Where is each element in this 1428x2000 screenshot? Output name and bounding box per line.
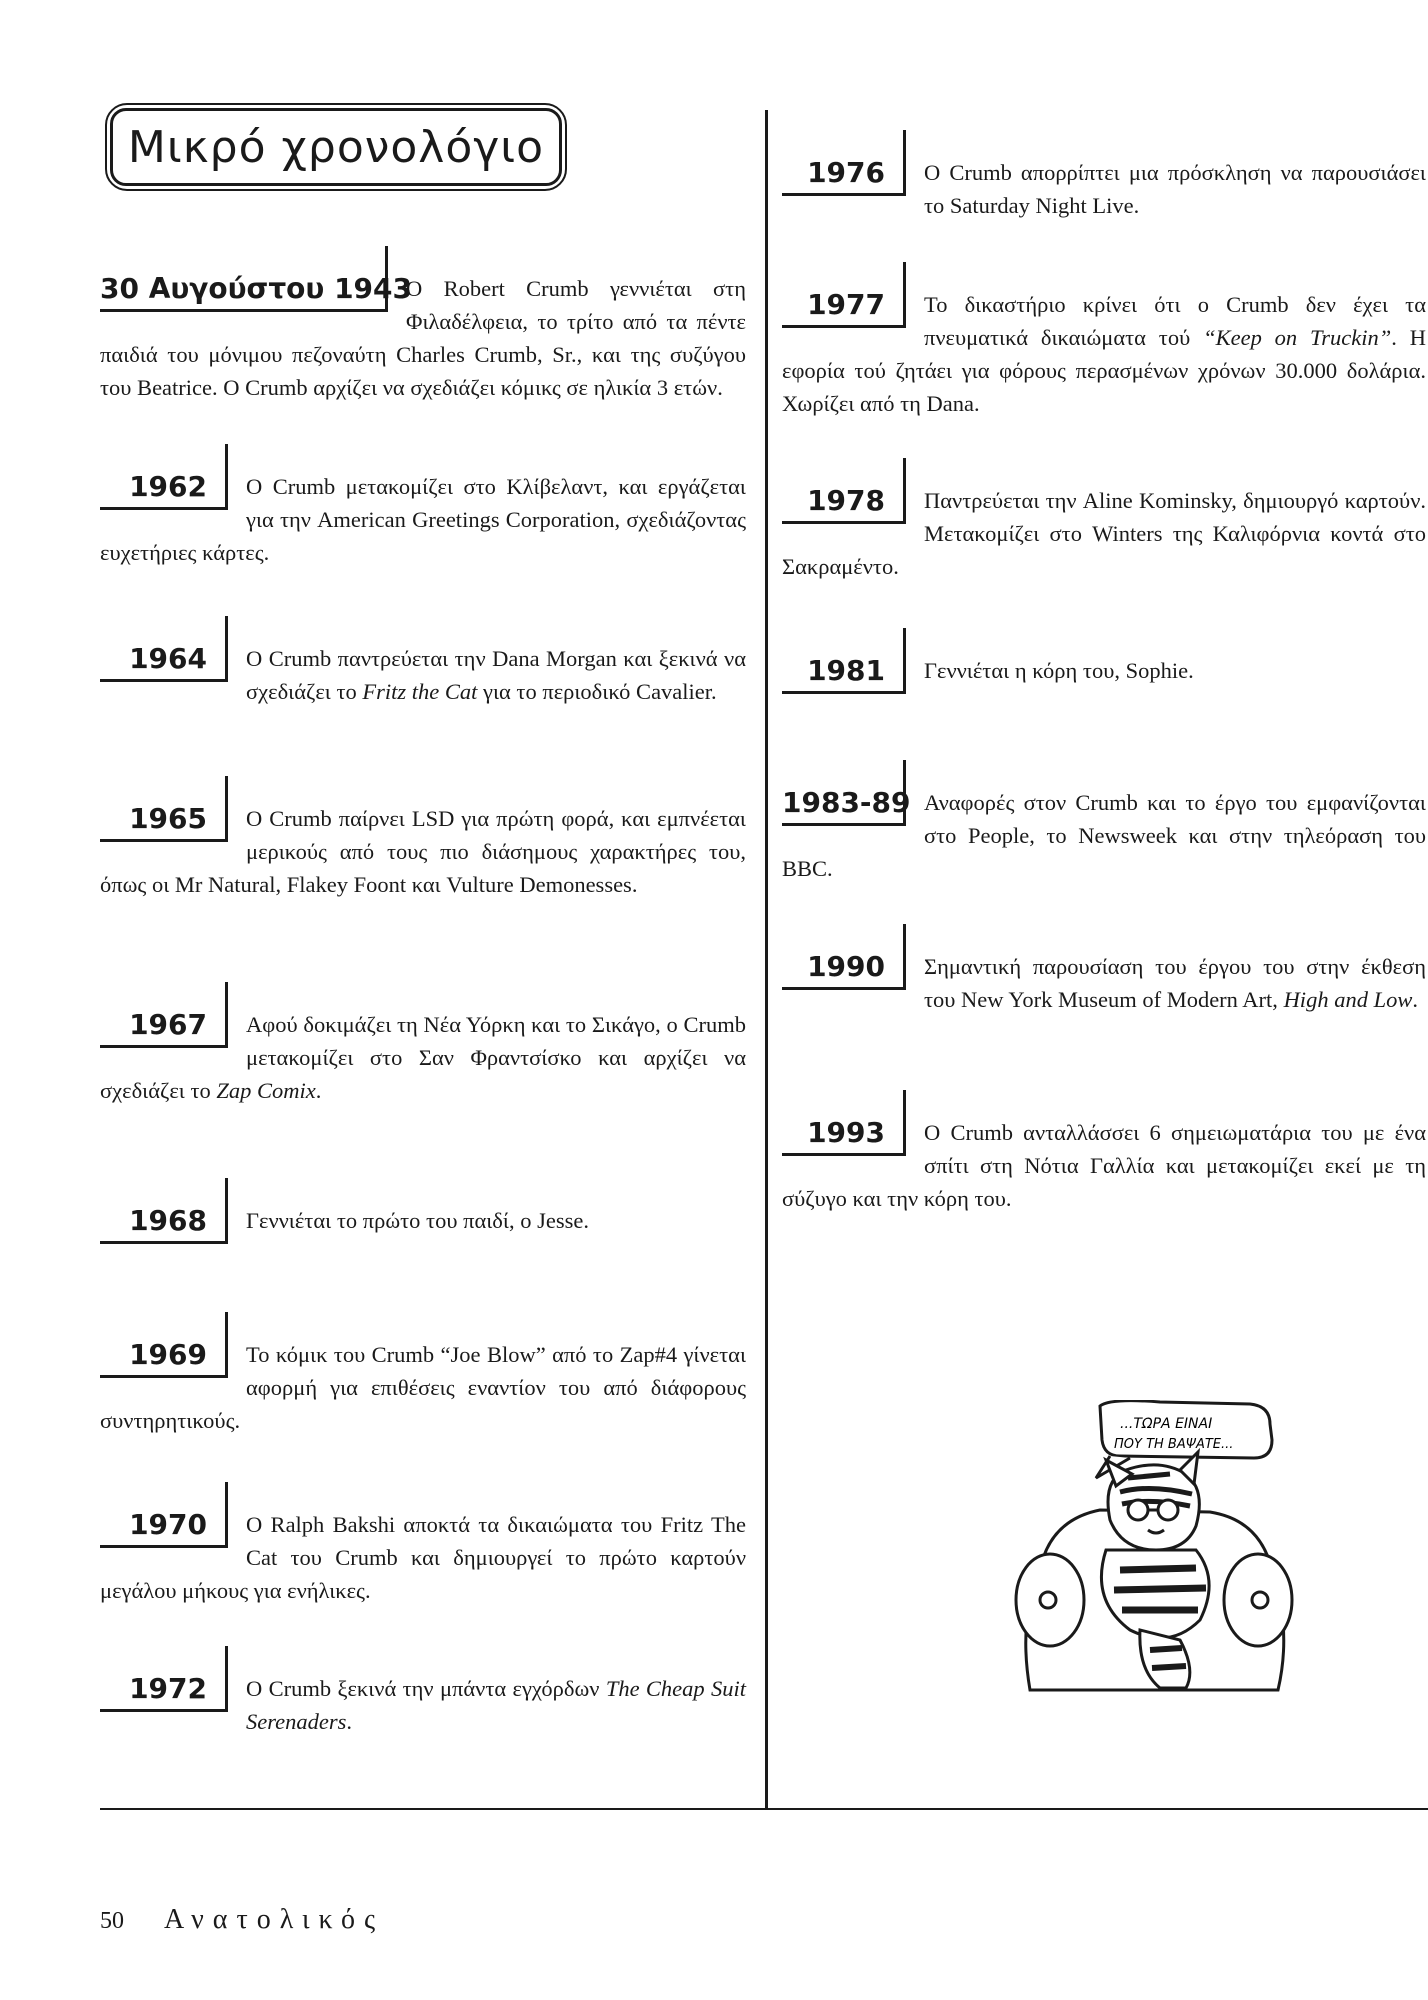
year-box xyxy=(100,776,228,842)
entry-year: 1964 xyxy=(129,642,207,675)
page-number: 50 xyxy=(100,1908,124,1934)
section-title-box xyxy=(110,108,562,186)
entry-year: 1993 xyxy=(807,1116,885,1149)
entry-text: Ο Crumb παντρεύεται την Dana Morgan και ξεκινά να σχεδιάζει το Fritz the Cat για το περιοδικό Cavalier. xyxy=(246,646,746,704)
timeline-entry xyxy=(782,288,1426,420)
speech-line-1: ...ΤΩΡΑ ΕΙΝΑΙ xyxy=(1120,1416,1213,1432)
entry-text: Ο Crumb μετακομίζει στο Κλίβελαντ, και εργάζεται για την American Greetings Corporation, σχεδιάζοντας ευχετήριες κάρτες. xyxy=(100,474,746,565)
entry-text: Ο Crumb απορρίπτει μια πρόσκληση να παρουσιάσει το Saturday Night Live. xyxy=(924,160,1426,218)
entry-year: 1976 xyxy=(807,156,885,189)
year-box xyxy=(782,130,906,196)
entry-year: 1962 xyxy=(129,470,207,503)
entry-text: Αφού δοκιμάζει τη Νέα Υόρκη και το Σικάγο, ο Crumb μετακομίζει στο Σαν Φραντσίσκο και αρχίζει να σχεδιάζει το Zap Comix. xyxy=(100,1012,746,1103)
entry-text: Ο Ralph Bakshi αποκτά τα δικαιώματα του Fritz The Cat του Crumb και δημιουργεί το πρώτο καρτούν μεγάλου μήκους για ενήλικες. xyxy=(100,1512,746,1603)
year-box xyxy=(782,458,906,524)
entry-text: Ο Crumb ανταλλάσσει 6 σημειωματάρια του με ένα σπίτι στη Νότια Γαλλία και μετακομίζει εκεί με τη σύζυγο και την κόρη του. xyxy=(782,1120,1426,1211)
timeline-entry xyxy=(100,642,746,708)
entry-text: Ο Crumb ξεκινά την μπάντα εγχόρδων The Cheap Suit Serenaders. xyxy=(246,1676,747,1734)
entry-year: 1968 xyxy=(129,1204,207,1237)
timeline-entry xyxy=(100,272,746,404)
entry-text: Το δικαστήριο κρίνει ότι ο Crumb δεν έχει τα πνευματικά δικαιώματα τού “Keep on Truckin”. Η εφορία τού ζητάει για φόρους περασμένων χρόνων 30.000 δολάρια. Χωρίζει από τη Dana. xyxy=(782,292,1427,416)
year-box xyxy=(100,1482,228,1548)
speech-line-2: ΠΟΥ ΤΗ ΒΑΨΑΤΕ... xyxy=(1114,1437,1234,1452)
entry-text: Το κόμικ του Crumb “Joe Blow” από το Zap#4 γίνεται αφορμή για επιθέσεις εναντίον του από διάφορους συντηρητικούς. xyxy=(100,1342,746,1433)
timeline-entry xyxy=(782,786,1426,885)
year-box xyxy=(100,444,228,510)
year-box xyxy=(100,246,413,312)
entry-year: 1965 xyxy=(129,802,207,835)
year-box xyxy=(100,1646,228,1712)
entry-year: 1978 xyxy=(807,484,885,517)
entry-year: 30 Αυγούστου 1943 xyxy=(100,272,413,305)
timeline-entry xyxy=(782,484,1426,583)
timeline-entry xyxy=(100,802,746,901)
bottom-rule xyxy=(100,1808,1428,1810)
year-box xyxy=(782,760,911,826)
entry-text: Ο Robert Crumb γεννιέται στη Φιλαδέλφεια, το τρίτο από τα πέντε παιδιά του μόνιμου πεζοναύτη Charles Crumb, Sr., και της συζύγου του Beatrice. Ο Crumb αρχίζει να σχεδιάζει κόμικς σε ηλικία 3 ετών. xyxy=(100,276,746,400)
year-box xyxy=(782,924,906,990)
timeline-entry xyxy=(782,1116,1426,1215)
year-box xyxy=(100,1312,228,1378)
entry-text: Γεννιέται η κόρη του, Sophie. xyxy=(924,658,1194,683)
year-box xyxy=(100,616,228,682)
timeline-entry xyxy=(100,1008,746,1107)
entry-text: Ο Crumb παίρνει LSD για πρώτη φορά, και εμπνέεται μερικούς από τους πιο διάσημους χαρακτήρες του, όπως οι Mr Natural, Flakey Foont και Vulture Demonesses. xyxy=(100,806,746,897)
entry-year: 1983-89 xyxy=(782,786,911,819)
timeline-entry xyxy=(782,156,1426,222)
timeline-entry xyxy=(100,470,746,569)
magazine-name: Ανατολικός xyxy=(164,1904,385,1935)
timeline-entry xyxy=(100,1672,746,1738)
entry-year: 1972 xyxy=(129,1672,207,1705)
year-box xyxy=(100,1178,228,1244)
entry-year: 1981 xyxy=(807,654,885,687)
entry-year: 1970 xyxy=(129,1508,207,1541)
timeline-entry xyxy=(782,950,1426,1016)
entry-year: 1969 xyxy=(129,1338,207,1371)
cartoon-cat-illustration xyxy=(1010,1400,1300,1700)
timeline-entry xyxy=(100,1204,746,1246)
timeline-entry xyxy=(100,1508,746,1607)
year-box xyxy=(782,628,906,694)
section-title: Μικρό χρονολόγιο xyxy=(127,121,545,173)
entry-text: Αναφορές στον Crumb και το έργο του εμφανίζονται στο People, το Newsweek και στην τηλεόραση του BBC. xyxy=(782,790,1426,881)
entry-text: Γεννιέται το πρώτο του παιδί, ο Jesse. xyxy=(246,1208,589,1233)
entry-year: 1967 xyxy=(129,1008,207,1041)
entry-text: Παντρεύεται την Aline Kominsky, δημιουργό καρτούν. Μετακομίζει στο Winters της Καλιφόρνια κοντά στο Σακραμέντο. xyxy=(782,488,1426,579)
column-divider xyxy=(765,110,768,1810)
timeline-entry xyxy=(782,654,1426,696)
year-box xyxy=(100,982,228,1048)
entry-year: 1977 xyxy=(807,288,885,321)
timeline-entry xyxy=(100,1338,746,1437)
page-footer xyxy=(100,1904,384,1936)
entry-year: 1990 xyxy=(807,950,885,983)
year-box xyxy=(782,262,906,328)
year-box xyxy=(782,1090,906,1156)
entry-text: Σημαντική παρουσίαση του έργου του στην έκθεση του New York Museum of Modern Art, High and Low. xyxy=(924,954,1426,1012)
